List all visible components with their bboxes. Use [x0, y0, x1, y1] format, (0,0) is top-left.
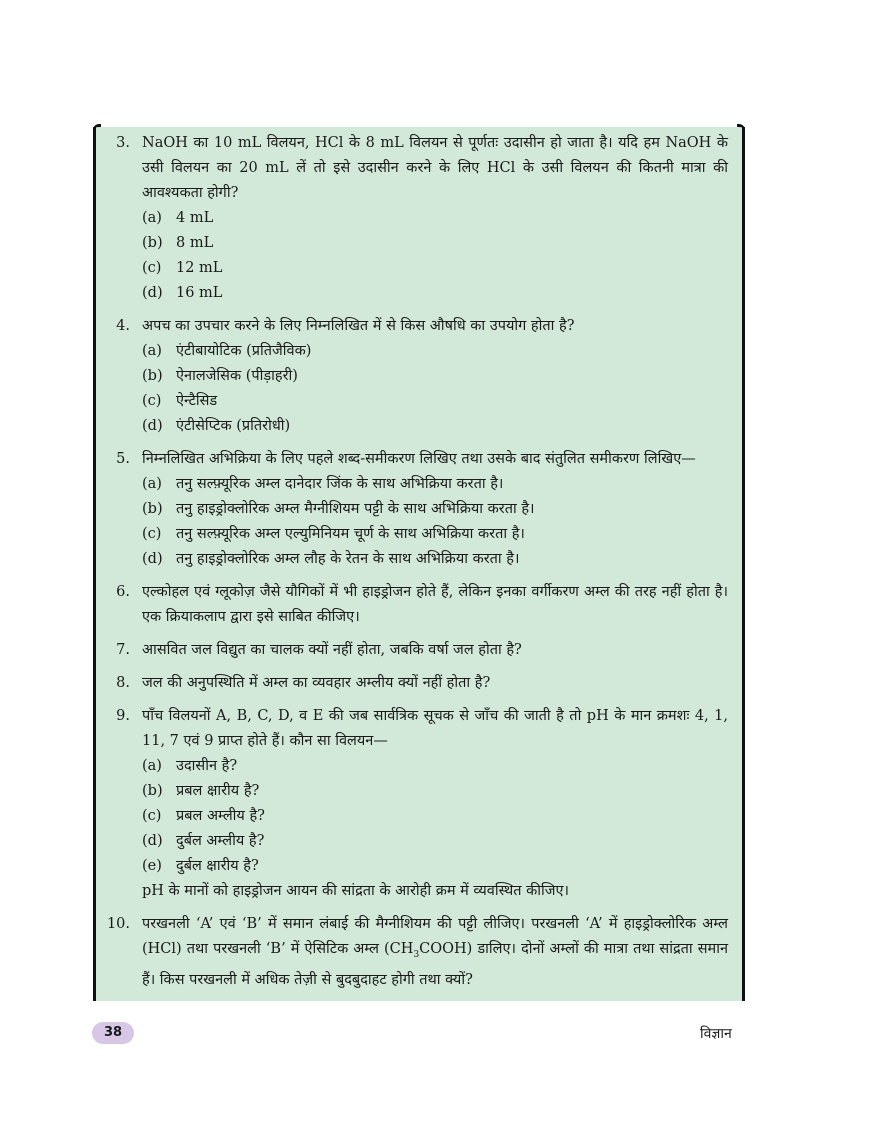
option-label: (a)	[142, 758, 162, 774]
question-item	[96, 314, 742, 439]
option-text: 12 mL	[176, 260, 223, 276]
answer-option	[142, 206, 728, 231]
option-text: तनु हाइड्रोक्लोरिक अम्ल लौह के रेतन के साथ अभिक्रिया करता है।	[176, 551, 520, 567]
option-label: (d)	[142, 551, 163, 567]
option-text: ऐनालजेसिक (पीड़ाहरी)	[176, 368, 298, 384]
book-title: विज्ञान	[700, 1026, 732, 1042]
option-label: (c)	[142, 526, 162, 542]
question-item	[96, 447, 742, 572]
question-text: NaOH का 10 mL विलयन, HCl के 8 mL विलयन से पूर्णतः उदासीन हो जाता है। यदि हम NaOH के उसी विलयन का 20 mL लें तो इसे उदासीन करने के लिए HCl के उसी विलयन की कितनी मात्रा की आवश्यकता होगी?	[142, 135, 728, 201]
option-label: (c)	[142, 393, 162, 409]
question-text: निम्नलिखित अभिक्रिया के लिए पहले शब्द-समीकरण लिखिए तथा उसके बाद संतुलित समीकरण लिखिए—	[142, 451, 696, 467]
question-list	[96, 131, 742, 1001]
option-text: तनु हाइड्रोक्लोरिक अम्ल मैग्नीशियम पट्टी के साथ अभिक्रिया करता है।	[176, 501, 535, 517]
option-label: (b)	[142, 235, 163, 251]
answer-option	[142, 854, 728, 879]
question-item	[96, 912, 742, 993]
answer-option	[142, 389, 728, 414]
option-text: तनु सल्फ़्यूरिक अम्ल एल्युमिनियम चूर्ण के साथ अभिक्रिया करता है।	[176, 526, 525, 542]
question-number: 4.	[116, 318, 130, 334]
answer-option	[142, 497, 728, 522]
option-text: तनु सल्फ़्यूरिक अम्ल दानेदार जिंक के साथ अभिक्रिया करता है।	[176, 476, 504, 492]
question-number: 5.	[116, 451, 130, 467]
option-text: उदासीन है?	[176, 758, 238, 774]
question-item	[96, 671, 742, 696]
exercise-panel	[93, 127, 745, 1001]
option-text: 16 mL	[176, 285, 223, 301]
option-label: (e)	[142, 858, 162, 874]
question-number: 10.	[106, 916, 130, 932]
question-number: 8.	[116, 675, 130, 691]
question-text-part: परखनली ‘A’ एवं ‘B’ में समान लंबाई की मैग्नीशियम की पट्टी लीजिए। परखनली ‘A’ में हाइड्रोक्लोरिक अम्ल (HCl) तथा परखनली ‘B’ में ऐसिटिक अम्ल (CH	[142, 916, 728, 957]
option-label: (d)	[142, 285, 163, 301]
option-label: (c)	[142, 808, 162, 824]
question-number: 7.	[116, 642, 130, 658]
question-item	[96, 638, 742, 663]
answer-option	[142, 231, 728, 256]
answer-option	[142, 829, 728, 854]
question-number: 3.	[116, 135, 130, 151]
page-number: 38	[92, 1022, 134, 1044]
question-note: pH के मानों को हाइड्रोजन आयन की सांद्रता के आरोही क्रम में व्यवस्थित कीजिए।	[142, 883, 570, 899]
answer-option	[142, 256, 728, 281]
option-text: प्रबल अम्लीय है?	[176, 808, 265, 824]
option-label: (a)	[142, 210, 162, 226]
question-item	[96, 580, 742, 630]
option-label: (a)	[142, 343, 162, 359]
answer-option	[142, 522, 728, 547]
question-text: एल्कोहल एवं ग्लूकोज़ जैसे यौगिकों में भी हाइड्रोजन होते हैं, लेकिन इनका वर्गीकरण अम्ल की तरह नहीं होता है। एक क्रियाकलाप द्वारा इसे साबित कीजिए।	[142, 584, 728, 625]
answer-option	[142, 414, 728, 439]
option-text: प्रबल क्षारीय है?	[176, 783, 260, 799]
question-text-part: COOH) डालिए। दोनों अम्लों की मात्रा तथा सांद्रता समान हैं। किस परखनली में अधिक तेज़ी से बुदबुदाहट होगी तथा क्यों?	[142, 941, 729, 988]
question-text	[142, 912, 728, 993]
question-item	[96, 704, 742, 904]
answer-option	[142, 364, 728, 389]
question-text: पाँच विलयनों A, B, C, D, व E की जब सार्वत्रिक सूचक से जाँच की जाती है तो pH के मान क्रमशः 4, 1, 11, 7 एवं 9 प्राप्त होते हैं। कौन सा विलयन—	[142, 708, 728, 749]
option-text: 8 mL	[176, 235, 214, 251]
answer-option	[142, 281, 728, 306]
option-text: एंटीसेप्टिक (प्रतिरोधी)	[176, 418, 291, 434]
option-label: (c)	[142, 260, 162, 276]
option-label: (b)	[142, 783, 163, 799]
option-label: (a)	[142, 476, 162, 492]
question-number: 6.	[116, 584, 130, 600]
option-text: एंटीबायोटिक (प्रतिजैविक)	[176, 343, 312, 359]
option-text: 4 mL	[176, 210, 214, 226]
answer-option	[142, 339, 728, 364]
question-text: जल की अनुपस्थिति में अम्ल का व्यवहार अम्लीय क्यों नहीं होता है?	[142, 675, 491, 691]
answer-option	[142, 779, 728, 804]
formula-subscript: 3	[413, 949, 420, 960]
option-label: (b)	[142, 368, 163, 384]
option-text: दुर्बल अम्लीय है?	[176, 833, 265, 849]
question-item	[96, 131, 742, 306]
question-text: अपच का उपचार करने के लिए निम्नलिखित में से किस औषधि का उपयोग होता है?	[142, 318, 575, 334]
answer-option	[142, 472, 728, 497]
option-text: ऐन्टैसिड	[176, 393, 218, 409]
option-text: दुर्बल क्षारीय है?	[176, 858, 259, 874]
question-number: 9.	[116, 708, 130, 724]
option-label: (d)	[142, 833, 163, 849]
option-label: (d)	[142, 418, 163, 434]
answer-option	[142, 547, 728, 572]
answer-option	[142, 754, 728, 779]
option-label: (b)	[142, 501, 163, 517]
question-text: आसवित जल विद्युत का चालक क्यों नहीं होता, जबकि वर्षा जल होता है?	[142, 642, 522, 658]
answer-option	[142, 804, 728, 829]
